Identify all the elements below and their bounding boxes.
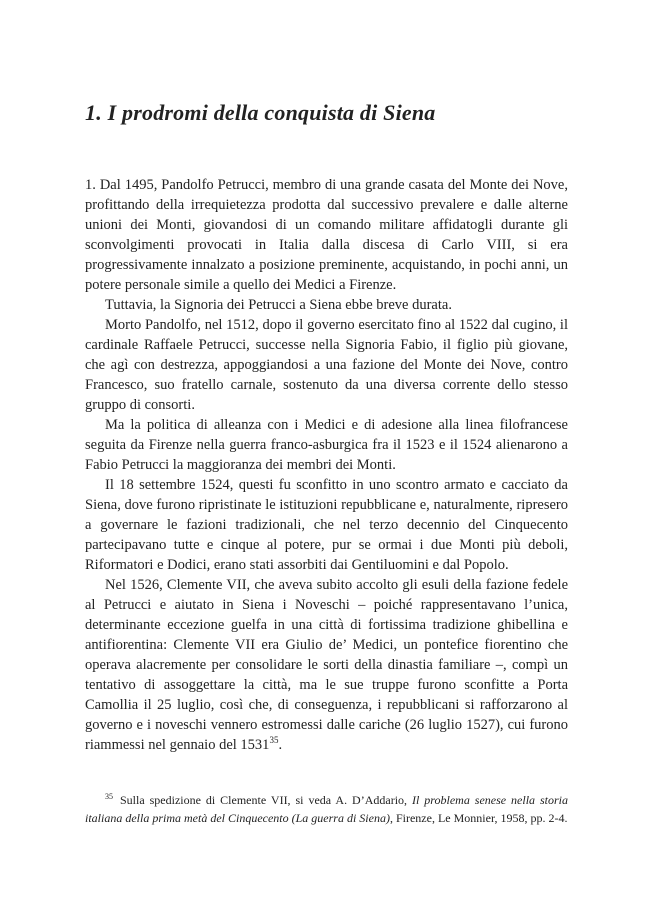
footnote-number: 35 — [105, 792, 113, 801]
paragraph-6-period: . — [278, 737, 283, 753]
footnote-reference: 35 — [269, 735, 279, 746]
footnote-tail: , Firenze, Le Monnier, 1958, pp. 2-4. — [389, 810, 568, 825]
paragraph-6 — [85, 575, 568, 755]
chapter-title: 1. I prodromi della conquista di Siena — [85, 100, 436, 125]
paragraph-1: 1. Dal 1495, Pandolfo Petrucci, membro di una grande casata del Monte dei Nove, profittando della irrequietezza prodotta dal successivo prevalere e dalle alterne unioni dei Monti, giovandosi di un comando militare affidatogli durante gli sconvolgimenti provocati in Italia dalla discesa di Carlo VIII, si era progressivamente innalzato a posizione preminente, acquistando, in pochi anni, un potere personale simile a quello dei Medici a Firenze. — [85, 177, 568, 293]
footnote-text — [85, 792, 568, 827]
footnote — [85, 792, 568, 827]
paragraph-5: Il 18 settembre 1524, questi fu sconfitto in uno scontro armato e cacciato da Siena, dove furono ripristinate le istituzioni repubblicane e, naturalmente, ripresero a governare le fazioni tradizionali, che nel terzo decennio del Cinquecento partecipavano tutte e cinque al potere, pur se ormai i due Monti più deboli, Riformatori e Dodici, erano stati assorbiti dai Gentiluomini e dal Popolo. — [85, 477, 568, 573]
paragraph-6-text: Nel 1526, Clemente VII, che aveva subito accolto gli esuli della fazione fedele al Petrucci e aiutato in Siena i Noveschi – poiché rappresentavano l’unica, determinante eccezione guelfa in una città di fortissima tradizione ghibellina e antifiorentina: Clemente VII era Giulio de’ Medici, un pontefice fiorentino che operava alacremente per consolidare le sorti della dinastia familiare –, compì un tentativo di assoggettare la città, ma le sue truppe furono sconfitte a Porta Camollia il 25 luglio, così che, di conseguenza, i repubblicani si rafforzarono al governo e i noveschi vennero estromessi dalle cariche (26 luglio 1527), cui furono riammessi nel gennaio del 1531 — [85, 577, 568, 753]
footnote-lead: Sulla spedizione di Clemente VII, si veda A. D’Addario, — [120, 793, 412, 807]
paragraph-4: Ma la politica di alleanza con i Medici e di adesione alla linea filofrancese seguita da Firenze nella guerra franco-asburgica fra il 1523 e il 1524 alienarono a Fabio Petrucci la maggioranza dei membri dei Monti. — [85, 417, 568, 473]
paragraph-2: Tuttavia, la Signoria dei Petrucci a Siena ebbe breve durata. — [105, 297, 452, 313]
body-text — [85, 175, 568, 755]
footnote-cited-work: Il problema senese nella storia italiana della prima metà del Cinquecento (La guerra di Siena) — [85, 793, 569, 825]
paragraph-3: Morto Pandolfo, nel 1512, dopo il governo esercitato fino al 1522 dal cugino, il cardinale Raffaele Petrucci, successe nella Signoria Fabio, il figlio più giovane, che agì con destrezza, appoggiandosi a una fazione del Monte dei Nove, contro Francesco, suo fratello carnale, sostenuto da una diversa corrente dello stesso gruppo di consorti. — [85, 317, 568, 413]
